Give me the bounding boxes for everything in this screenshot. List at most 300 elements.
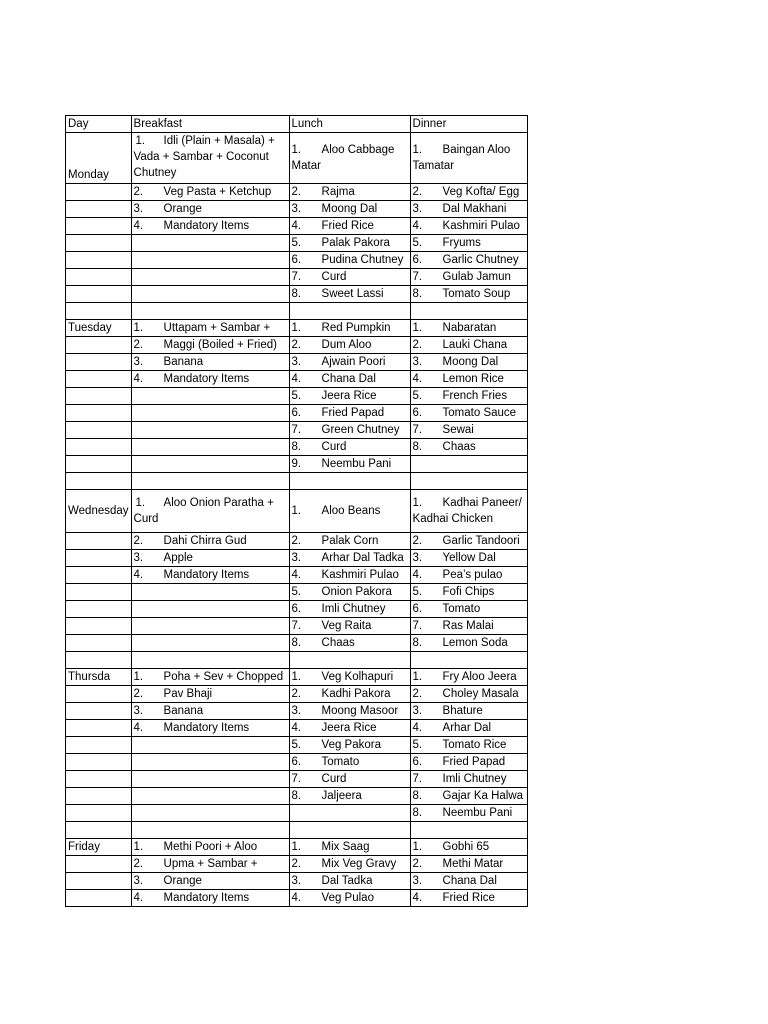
spacer-cell (131, 822, 289, 839)
spacer-row (66, 473, 528, 490)
breakfast-item-number: 4. (133, 722, 144, 734)
dinner-item-number: 3. (412, 552, 423, 564)
dinner-item-text: Tomato Rice (442, 739, 507, 751)
breakfast-item-number: 1. (133, 322, 144, 334)
breakfast-item-text: Poha + Sev + Chopped (163, 671, 284, 683)
dinner-item-text: Lauki Chana (442, 339, 508, 351)
day-empty-cell (66, 771, 132, 788)
spacer-cell (410, 473, 527, 490)
dinner-cell (410, 669, 527, 686)
dinner-item-number: 6. (412, 603, 423, 615)
lunch-item-number: 1. (291, 322, 302, 334)
spacer-cell (289, 652, 410, 669)
breakfast-item-text: Veg Pasta + Ketchup (163, 186, 272, 198)
header-day: Day (66, 116, 132, 133)
breakfast-item-text: Uttapam + Sambar + (163, 322, 271, 334)
dinner-item-text: Moong Dal (442, 356, 499, 368)
dinner-cell (410, 788, 527, 805)
breakfast-item-text: Pav Bhaji (163, 688, 213, 700)
lunch-item-number: 5. (291, 586, 302, 598)
lunch-cell (289, 805, 410, 822)
dinner-cell (410, 873, 527, 890)
dinner-cell (410, 439, 527, 456)
dinner-item-number: 1. (412, 671, 423, 683)
day-empty-cell (66, 754, 132, 771)
dinner-cell (410, 856, 527, 873)
menu-row (66, 405, 528, 422)
lunch-cell (289, 388, 410, 405)
dinner-cell (410, 456, 527, 473)
day-label: Friday (66, 839, 132, 856)
day-empty-cell (66, 388, 132, 405)
lunch-cell (289, 788, 410, 805)
breakfast-item-text: Mandatory Items (163, 569, 250, 581)
breakfast-item-text: Upma + Sambar + (163, 858, 258, 870)
breakfast-cell (131, 320, 289, 337)
lunch-item-number: 5. (291, 390, 302, 402)
dinner-item-text: Garlic Tandoori (442, 535, 520, 547)
breakfast-cell (131, 737, 289, 754)
lunch-item-number: 3. (291, 552, 302, 564)
lunch-cell (289, 201, 410, 218)
breakfast-cell (131, 533, 289, 550)
menu-row (66, 720, 528, 737)
lunch-item-number: 1. (291, 671, 302, 683)
breakfast-cell (131, 771, 289, 788)
breakfast-cell (131, 456, 289, 473)
day-empty-cell (66, 405, 132, 422)
spacer-cell (131, 652, 289, 669)
dinner-item-text: Choley Masala (442, 688, 519, 700)
lunch-item-text: Jeera Rice (321, 390, 377, 402)
lunch-item-text: Kashmiri Pulao (321, 569, 399, 581)
dinner-cell (410, 286, 527, 303)
lunch-cell (289, 218, 410, 235)
breakfast-item-number: 4. (133, 373, 144, 385)
dinner-item-text: Neembu Pani (442, 807, 513, 819)
menu-row (66, 388, 528, 405)
lunch-item-number: 2. (291, 186, 302, 198)
day-empty-cell (66, 371, 132, 388)
spacer-cell (66, 822, 132, 839)
lunch-cell (289, 422, 410, 439)
lunch-cell (289, 337, 410, 354)
day-empty-cell (66, 235, 132, 252)
lunch-item-text: Jeera Rice (321, 722, 377, 734)
lunch-item-number: 1. (291, 505, 302, 517)
lunch-item-number: 4. (291, 220, 302, 232)
lunch-cell (289, 269, 410, 286)
lunch-cell (289, 405, 410, 422)
dinner-item-number: 4. (412, 373, 423, 385)
dinner-item-number: 6. (412, 756, 423, 768)
menu-table-body (66, 116, 528, 907)
dinner-item-text: Veg Kofta/ Egg (442, 186, 520, 198)
breakfast-item-number: 3. (133, 203, 144, 215)
breakfast-cell (131, 856, 289, 873)
lunch-item-text: Chana Dal (321, 373, 376, 385)
menu-sheet (65, 115, 528, 907)
breakfast-cell (131, 235, 289, 252)
dinner-item-text: Fryums (442, 237, 481, 249)
dinner-item-text: Nabaratan (442, 322, 497, 334)
breakfast-cell (131, 354, 289, 371)
dinner-cell (410, 337, 527, 354)
spacer-row (66, 652, 528, 669)
spacer-cell (410, 652, 527, 669)
breakfast-item-number: 3. (133, 552, 144, 564)
dinner-item-text: Dal Makhani (442, 203, 507, 215)
lunch-item-number: 1. (291, 144, 302, 156)
dinner-cell (410, 890, 527, 907)
lunch-item-text: Curd (321, 441, 347, 453)
dinner-item-text: Lemon Rice (442, 373, 504, 385)
lunch-cell (289, 584, 410, 601)
lunch-cell (289, 720, 410, 737)
menu-row (66, 422, 528, 439)
breakfast-item-text: Orange (163, 203, 202, 215)
lunch-item-text: Neembu Pani (321, 458, 392, 470)
day-empty-cell (66, 354, 132, 371)
lunch-cell (289, 737, 410, 754)
header-dinner: Dinner (410, 116, 527, 133)
dinner-item-number: 2. (412, 186, 423, 198)
lunch-item-number: 6. (291, 603, 302, 615)
dinner-item-number: 5. (412, 739, 423, 751)
lunch-item-text: Veg Pulao (321, 892, 374, 904)
lunch-item-text: Rajma (321, 186, 355, 198)
dinner-cell (410, 201, 527, 218)
lunch-item-text: Palak Pakora (321, 237, 390, 249)
dinner-cell (410, 133, 527, 184)
day-label: Tuesday (66, 320, 132, 337)
day-empty-cell (66, 805, 132, 822)
menu-row (66, 533, 528, 550)
dinner-item-text: Kashmiri Pulao (442, 220, 520, 232)
menu-row (66, 354, 528, 371)
day-empty-cell (66, 567, 132, 584)
menu-row (66, 618, 528, 635)
lunch-item-text: Ajwain Poori (321, 356, 386, 368)
breakfast-item-text: Banana (163, 705, 204, 717)
lunch-cell (289, 618, 410, 635)
menu-row (66, 490, 528, 533)
lunch-item-text: Pudina Chutney (321, 254, 404, 266)
dinner-item-text: Gobhi 65 (442, 841, 490, 853)
breakfast-item-text: Mandatory Items (163, 373, 250, 385)
dinner-item-text: Chana Dal (442, 875, 497, 887)
breakfast-cell (131, 286, 289, 303)
lunch-cell (289, 856, 410, 873)
day-empty-cell (66, 618, 132, 635)
lunch-item-text: Tomato (321, 756, 360, 768)
dinner-item-text: Fry Aloo Jeera (442, 671, 517, 683)
menu-row (66, 439, 528, 456)
dinner-item-text: Kadhai Paneer/ Kadhai Chicken (412, 497, 522, 525)
lunch-item-text: Onion Pakora (321, 586, 392, 598)
lunch-cell (289, 635, 410, 652)
lunch-cell (289, 754, 410, 771)
dinner-item-number: 1. (412, 841, 423, 853)
dinner-item-text: Tomato Soup (442, 288, 511, 300)
dinner-item-text: Garlic Chutney (442, 254, 519, 266)
lunch-item-text: Dal Tadka (321, 875, 373, 887)
dinner-item-text: Gajar Ka Halwa (442, 790, 524, 802)
breakfast-cell (131, 754, 289, 771)
dinner-item-text: Arhar Dal (442, 722, 492, 734)
dinner-item-text: French Fries (442, 390, 508, 402)
lunch-item-text: Sweet Lassi (321, 288, 384, 300)
day-label: Monday (66, 133, 132, 184)
breakfast-cell (131, 703, 289, 720)
breakfast-item-number: 1. (135, 497, 146, 509)
lunch-item-number: 4. (291, 892, 302, 904)
day-empty-cell (66, 720, 132, 737)
breakfast-cell (131, 337, 289, 354)
breakfast-cell (131, 686, 289, 703)
lunch-item-number: 4. (291, 722, 302, 734)
dinner-cell (410, 235, 527, 252)
day-label: Thursda (66, 669, 132, 686)
spacer-cell (410, 303, 527, 320)
dinner-item-number: 7. (412, 773, 423, 785)
day-empty-cell (66, 873, 132, 890)
menu-row (66, 371, 528, 388)
lunch-item-text: Kadhi Pakora (321, 688, 391, 700)
dinner-cell (410, 686, 527, 703)
spacer-cell (410, 822, 527, 839)
breakfast-cell (131, 269, 289, 286)
day-empty-cell (66, 252, 132, 269)
menu-row (66, 856, 528, 873)
dinner-item-text: Chaas (442, 441, 476, 453)
lunch-item-number: 6. (291, 407, 302, 419)
dinner-item-text: Fried Rice (442, 892, 495, 904)
spacer-cell (131, 473, 289, 490)
lunch-item-text: Curd (321, 271, 347, 283)
dinner-cell (410, 601, 527, 618)
lunch-item-number: 2. (291, 688, 302, 700)
breakfast-cell (131, 601, 289, 618)
spacer-cell (289, 822, 410, 839)
lunch-item-number: 4. (291, 373, 302, 385)
dinner-item-number: 4. (412, 892, 423, 904)
dinner-item-text: Baingan Aloo Tamatar (412, 144, 511, 172)
dinner-item-number: 2. (412, 858, 423, 870)
lunch-item-text: Mix Veg Gravy (321, 858, 397, 870)
dinner-item-text: Yellow Dal (442, 552, 496, 564)
dinner-item-number: 2. (412, 535, 423, 547)
breakfast-cell (131, 720, 289, 737)
lunch-item-number: 8. (291, 441, 302, 453)
lunch-cell (289, 703, 410, 720)
lunch-cell (289, 490, 410, 533)
breakfast-cell (131, 584, 289, 601)
lunch-item-text: Green Chutney (321, 424, 400, 436)
dinner-item-number: 6. (412, 407, 423, 419)
dinner-item-number: 3. (412, 356, 423, 368)
dinner-item-text: Gulab Jamun (442, 271, 511, 283)
dinner-cell (410, 584, 527, 601)
dinner-item-text: Fofi Chips (442, 586, 495, 598)
dinner-cell (410, 252, 527, 269)
dinner-item-number: 5. (412, 390, 423, 402)
lunch-cell (289, 839, 410, 856)
breakfast-cell (131, 618, 289, 635)
header-breakfast: Breakfast (131, 116, 289, 133)
menu-row (66, 133, 528, 184)
lunch-cell (289, 601, 410, 618)
dinner-cell (410, 703, 527, 720)
menu-row (66, 669, 528, 686)
lunch-item-number: 5. (291, 237, 302, 249)
lunch-item-text: Veg Pakora (321, 739, 381, 751)
lunch-cell (289, 669, 410, 686)
lunch-item-number: 3. (291, 875, 302, 887)
header-row (66, 116, 528, 133)
dinner-item-text: Pea’s pulao (442, 569, 503, 581)
breakfast-cell (131, 788, 289, 805)
dinner-item-number: 7. (412, 620, 423, 632)
day-empty-cell (66, 635, 132, 652)
menu-row (66, 201, 528, 218)
breakfast-item-text: Orange (163, 875, 202, 887)
dinner-cell (410, 320, 527, 337)
spacer-cell (131, 303, 289, 320)
lunch-item-number: 8. (291, 637, 302, 649)
breakfast-item-text: Methi Poori + Aloo (163, 841, 258, 853)
menu-row (66, 584, 528, 601)
lunch-item-number: 4. (291, 569, 302, 581)
lunch-item-number: 5. (291, 739, 302, 751)
breakfast-item-text: Maggi (Boiled + Fried) (163, 339, 277, 351)
breakfast-item-number: 3. (133, 705, 144, 717)
dinner-item-number: 4. (412, 722, 423, 734)
lunch-cell (289, 439, 410, 456)
lunch-item-text: Jaljeera (321, 790, 362, 802)
spacer-cell (66, 652, 132, 669)
lunch-item-text: Chaas (321, 637, 355, 649)
dinner-item-text: Fried Papad (442, 756, 506, 768)
lunch-item-text: Dum Aloo (321, 339, 372, 351)
day-empty-cell (66, 584, 132, 601)
dinner-cell (410, 720, 527, 737)
lunch-item-number: 2. (291, 858, 302, 870)
lunch-item-number: 8. (291, 288, 302, 300)
dinner-cell (410, 754, 527, 771)
lunch-item-number: 8. (291, 790, 302, 802)
lunch-cell (289, 286, 410, 303)
lunch-cell (289, 686, 410, 703)
dinner-item-text: Imli Chutney (442, 773, 507, 785)
header-lunch: Lunch (289, 116, 410, 133)
lunch-cell (289, 567, 410, 584)
breakfast-item-number: 2. (133, 858, 144, 870)
dinner-cell (410, 371, 527, 388)
dinner-item-number: 1. (412, 144, 423, 156)
dinner-item-number: 1. (412, 497, 423, 509)
lunch-item-number: 3. (291, 356, 302, 368)
dinner-item-number: 8. (412, 790, 423, 802)
dinner-cell (410, 737, 527, 754)
breakfast-item-number: 3. (133, 356, 144, 368)
menu-row (66, 252, 528, 269)
day-empty-cell (66, 703, 132, 720)
dinner-cell (410, 422, 527, 439)
breakfast-cell (131, 422, 289, 439)
breakfast-item-text: Idli (Plain + Masala) + Vada + Sambar + Coconut Chutney (133, 135, 275, 179)
lunch-cell (289, 873, 410, 890)
dinner-item-number: 1. (412, 322, 423, 334)
breakfast-cell (131, 133, 289, 184)
menu-row (66, 771, 528, 788)
lunch-item-number: 2. (291, 339, 302, 351)
breakfast-cell (131, 201, 289, 218)
breakfast-cell (131, 550, 289, 567)
lunch-cell (289, 533, 410, 550)
dinner-cell (410, 405, 527, 422)
breakfast-item-text: Aloo Onion Paratha + Curd (133, 497, 274, 525)
menu-row (66, 601, 528, 618)
dinner-item-number: 6. (412, 254, 423, 266)
dinner-item-text: Lemon Soda (442, 637, 508, 649)
spacer-cell (66, 473, 132, 490)
breakfast-item-number: 4. (133, 220, 144, 232)
breakfast-item-number: 1. (135, 135, 146, 147)
breakfast-cell (131, 635, 289, 652)
day-empty-cell (66, 788, 132, 805)
lunch-item-text: Fried Rice (321, 220, 374, 232)
breakfast-cell (131, 805, 289, 822)
breakfast-cell (131, 890, 289, 907)
menu-row (66, 890, 528, 907)
lunch-cell (289, 890, 410, 907)
lunch-item-number: 1. (291, 841, 302, 853)
dinner-item-number: 8. (412, 441, 423, 453)
breakfast-item-number: 2. (133, 339, 144, 351)
breakfast-cell (131, 218, 289, 235)
dinner-cell (410, 490, 527, 533)
day-empty-cell (66, 218, 132, 235)
menu-row (66, 788, 528, 805)
breakfast-item-number: 4. (133, 892, 144, 904)
lunch-cell (289, 371, 410, 388)
dinner-item-text: Bhature (442, 705, 483, 717)
dinner-item-number: 4. (412, 569, 423, 581)
day-empty-cell (66, 184, 132, 201)
menu-row (66, 235, 528, 252)
dinner-item-number: 2. (412, 688, 423, 700)
dinner-item-number: 8. (412, 637, 423, 649)
menu-row (66, 269, 528, 286)
menu-row (66, 218, 528, 235)
lunch-item-text: Moong Masoor (321, 705, 399, 717)
lunch-item-text: Palak Corn (321, 535, 379, 547)
breakfast-item-number: 4. (133, 569, 144, 581)
lunch-item-text: Aloo Beans (321, 505, 381, 517)
dinner-cell (410, 567, 527, 584)
menu-row (66, 873, 528, 890)
lunch-item-number: 2. (291, 535, 302, 547)
breakfast-cell (131, 388, 289, 405)
day-label: Wednesday (66, 490, 132, 533)
breakfast-item-text: Banana (163, 356, 204, 368)
lunch-item-text: Fried Papad (321, 407, 385, 419)
day-empty-cell (66, 856, 132, 873)
dinner-item-number: 3. (412, 875, 423, 887)
dinner-item-number: 8. (412, 807, 423, 819)
menu-row (66, 337, 528, 354)
